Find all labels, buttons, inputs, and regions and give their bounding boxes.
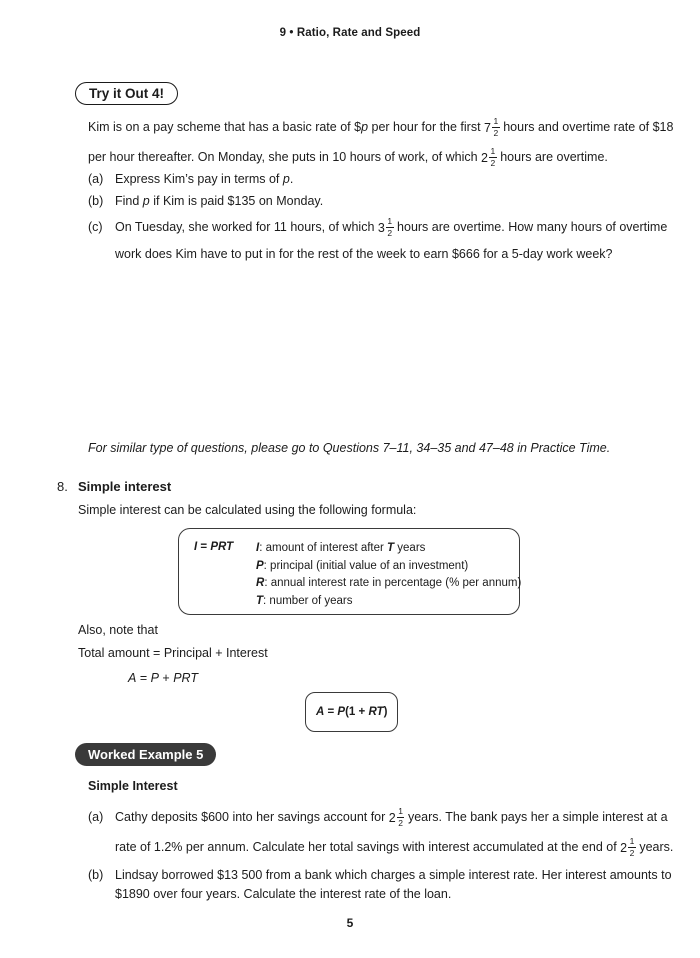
a-equals-p-plus-prt-line: A = P + PRT: [128, 671, 198, 685]
stacked-fraction: 2 $\frac{1}{2}$: [620, 835, 635, 859]
page-number: 5: [346, 916, 354, 930]
section-heading: [57, 479, 171, 495]
part-text-line: $1890 over four years. Calculate the interest rate of the loan.: [115, 887, 452, 901]
also-note-text: Also, note that: [78, 623, 158, 637]
stacked-fraction: 3 $\frac{1}{2}$: [377, 215, 393, 239]
worked-example-part-a: [88, 802, 673, 862]
part-label: (b): [88, 194, 104, 208]
formula-definition: I: amount of interest after T years: [256, 542, 426, 554]
chapter-header: 9 • Ratio, Rate and Speed: [279, 27, 421, 39]
formula-a-p1rt: A = P(1 + RT): [316, 706, 388, 718]
problem-part-c: [88, 212, 667, 266]
part-label: (a): [88, 810, 104, 824]
part-text-line: rate of 1.2% per annum. Calculate her total savings with interest accumulated at the end of 2 $\frac{1}{2}$ years.: [115, 835, 674, 859]
part-label: (c): [88, 220, 103, 234]
part-text: [115, 212, 667, 266]
practice-time-note: For similar type of questions, please go to Questions 7–11, 34–35 and 47–48 in Practice Time.: [88, 441, 611, 455]
stacked-fraction: 7 $\frac{1}{2}$: [484, 115, 499, 139]
problem-statement-line: Kim is on a pay scheme that has a basic rate of $p per hour for the first 7 $\frac{1}{2}$ hours and overtime rate of $18: [88, 115, 674, 139]
try-it-out-badge-label: Try it Out 4!: [89, 86, 165, 101]
part-text: [115, 866, 672, 904]
formula-definition: T: number of years: [256, 594, 353, 607]
formula-definitions: [256, 540, 521, 610]
worked-example-subtitle: Simple Interest: [88, 779, 178, 793]
section-number: 8.: [57, 479, 68, 494]
part-text: [115, 190, 323, 212]
part-text-line: Express Kim’s pay in terms of p.: [115, 172, 294, 186]
problem-part-a: [88, 168, 667, 190]
part-text-line: work does Kim have to put in for the rest of the week to earn $666 for a 5-day work week?: [115, 247, 613, 261]
worked-example-badge-label: Worked Example 5: [88, 747, 204, 762]
section-intro: Simple interest can be calculated using the following formula:: [78, 503, 417, 517]
part-text-line: Find p if Kim is paid $135 on Monday.: [115, 194, 324, 208]
section-title: Simple interest: [78, 479, 172, 494]
stacked-fraction: 2 $\frac{1}{2}$: [388, 805, 403, 829]
simple-interest-formula-box: [178, 528, 520, 615]
stacked-fraction: 2 $\frac{1}{2}$: [481, 145, 496, 169]
worked-example-parts-list: [88, 802, 673, 904]
try-it-out-badge: [75, 82, 178, 105]
problem-part-b: [88, 190, 667, 212]
problem-parts-list: [88, 168, 667, 266]
part-text-line: Lindsay borrowed $13 500 from a bank which charges a simple interest rate. Her interest amounts to: [115, 868, 672, 882]
part-text: [115, 168, 293, 190]
formula-definition: P: principal (initial value of an investment): [256, 559, 469, 572]
worked-example-part-b: [88, 866, 673, 904]
part-label: (b): [88, 868, 104, 882]
problem-statement-line: per hour thereafter. On Monday, she puts in 10 hours of work, of which 2 $\frac{1}{2}$ hours are overtime.: [88, 145, 608, 169]
part-text-line: Cathy deposits $600 into her savings account for 2 $\frac{1}{2}$ years. The bank pays her a simple interest at a: [115, 805, 668, 829]
formula-definition: R: annual interest rate in percentage (% per annum): [256, 577, 522, 589]
formula-i-prt: I = PRT: [194, 541, 234, 553]
part-text-line: On Tuesday, she worked for 11 hours, of which 3 $\frac{1}{2}$ hours are overtime. How many hours of overtime: [115, 215, 668, 239]
problem-statement: [88, 112, 673, 172]
total-amount-line: Total amount = Principal + Interest: [78, 646, 268, 660]
total-amount-formula-box: [305, 692, 398, 732]
part-label: (a): [88, 172, 104, 186]
worked-example-badge: [75, 743, 216, 766]
part-text: [115, 802, 673, 862]
